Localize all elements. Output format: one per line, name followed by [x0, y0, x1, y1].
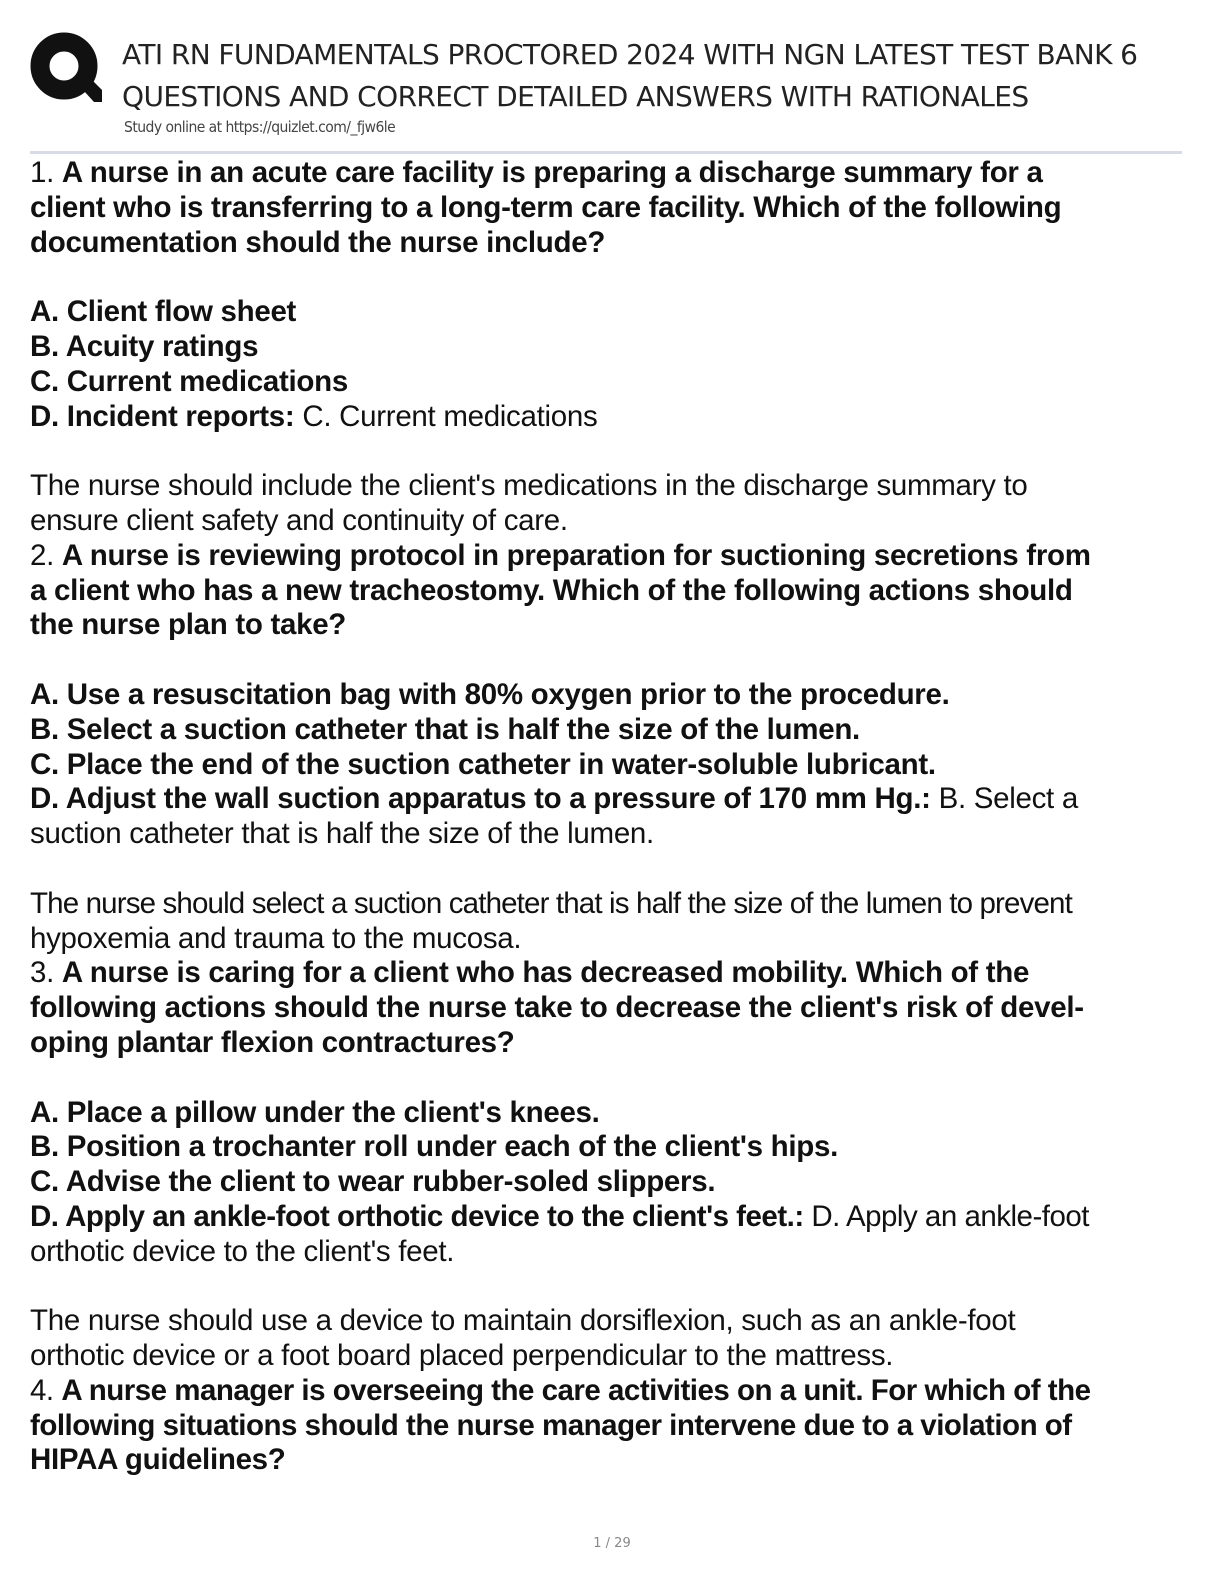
question-3-number: 3.	[30, 956, 55, 990]
question-2-option-c: C. Place the end of the suction catheter in water-soluble lubricant.	[30, 747, 936, 781]
question-1-option-b: B. Acuity ratings	[30, 329, 259, 363]
question-3-line-3: oping plantar flexion contractures?	[30, 1025, 515, 1059]
document-title-line-1: ATI RN FUNDAMENTALS PROCTORED 2024 WITH NGN LATEST TEST BANK 6	[122, 38, 1138, 71]
header-divider	[30, 151, 1182, 154]
question-list	[30, 156, 1188, 1478]
question-2-option-d: D. Adjust the wall suction apparatus to a pressure of 170 mm Hg.: B. Select a	[30, 782, 1078, 816]
question-2-option-b: B. Select a suction catheter that is half the size of the lumen.	[30, 712, 860, 746]
question-1-line-3: documentation should the nurse include?	[30, 225, 606, 259]
question-1-number: 1.	[30, 156, 55, 189]
document-header	[30, 26, 1224, 150]
question-1-option-a: A. Client flow sheet	[30, 295, 297, 329]
page-indicator: 1 / 29	[593, 1536, 631, 1551]
question-1-option-c: C. Current medications	[30, 364, 348, 398]
document-title	[122, 34, 1224, 118]
question-1-line-2: client who is transferring to a long-term care facility. Which of the following	[30, 190, 1062, 224]
question-3-line-2: following actions should the nurse take to decrease the client's risk of devel-	[30, 991, 1084, 1025]
question-1-rationale-line-2: ensure client safety and continuity of care.	[30, 503, 568, 537]
question-3-option-b: B. Position a trochanter roll under each of the client's hips.	[30, 1130, 838, 1164]
question-3-option-c: C. Advise the client to wear rubber-soled slippers.	[30, 1165, 716, 1199]
question-2-line-3: the nurse plan to take?	[30, 608, 347, 642]
quizlet-q-logo-icon	[30, 30, 102, 106]
question-2-rationale-line-2: hypoxemia and trauma to the mucosa.	[30, 921, 522, 955]
question-2-text: 2. A nurse is reviewing protocol in preparation for suctioning secretions from	[30, 538, 1091, 572]
question-3-answer-line-2: orthotic device to the client's feet.	[30, 1234, 455, 1268]
question-4-text: 4. A nurse manager is overseeing the care activities on a unit. For which of the	[30, 1373, 1091, 1407]
question-1-option-d: D. Incident reports: C. Current medications	[30, 399, 598, 433]
question-2-number: 2.	[30, 538, 55, 572]
question-3-option-d: D. Apply an ankle-foot orthotic device to the client's feet.: D. Apply an ankle-foot	[30, 1199, 1089, 1233]
question-1-answer: C. Current medications	[302, 399, 598, 433]
question-2-answer: B. Select a	[938, 782, 1078, 816]
question-4-number: 4.	[30, 1373, 54, 1407]
question-2-line-2: a client who has a new tracheostomy. Which of the following actions should	[30, 573, 1073, 607]
question-2-option-a: A. Use a resuscitation bag with 80% oxygen prior to the procedure.	[30, 677, 950, 711]
question-2-answer-line-2: suction catheter that is half the size of the lumen.	[30, 817, 654, 851]
study-online-link[interactable]: Study online at https://quizlet.com/_fjw6le	[124, 118, 396, 136]
question-3-text: 3. A nurse is caring for a client who has decreased mobility. Which of the	[30, 956, 1030, 990]
question-3-answer: D. Apply an ankle-foot	[811, 1199, 1089, 1233]
question-1-rationale-line-1: The nurse should include the client's medications in the discharge summary to	[30, 469, 1028, 503]
question-4-line-3: HIPAA guidelines?	[30, 1443, 286, 1477]
question-1-text: 1. A nurse in an acute care facility is preparing a discharge summary for a	[30, 156, 1043, 189]
question-4-line-2: following situations should the nurse manager intervene due to a violation of	[30, 1408, 1072, 1442]
question-2-rationale-line-1: The nurse should select a suction catheter that is half the size of the lumen to prevent	[30, 886, 1072, 920]
document-title-line-2: QUESTIONS AND CORRECT DETAILED ANSWERS WITH RATIONALES	[122, 80, 1029, 113]
question-3-rationale-line-1: The nurse should use a device to maintain dorsiflexion, such as an ankle-foot	[30, 1304, 1016, 1338]
question-3-rationale-line-2: orthotic device or a foot board placed perpendicular to the mattress.	[30, 1339, 894, 1373]
question-3-option-a: A. Place a pillow under the client's knees.	[30, 1095, 600, 1129]
